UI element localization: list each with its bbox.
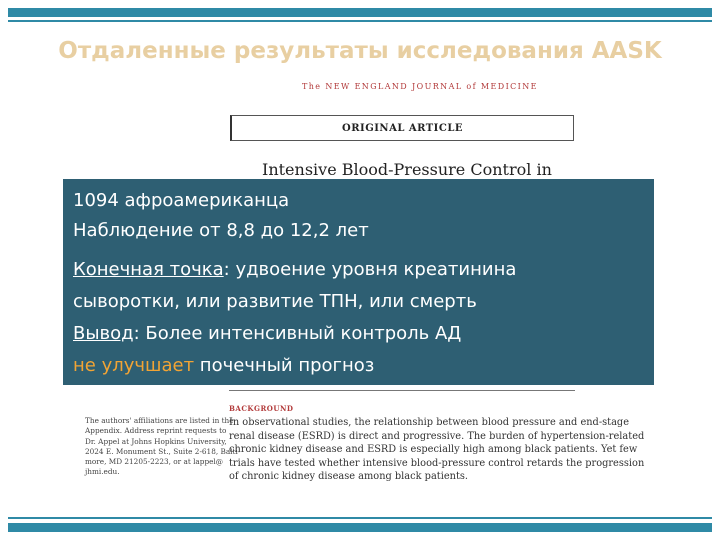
abstract-divider (229, 390, 575, 391)
conclusion-line (73, 323, 461, 344)
abstract-line: chronic kidney disease and ESRD is especially high among black patients. Yet few (229, 444, 638, 455)
conclusion-label: Вывод (73, 323, 134, 344)
top-accent-bar (8, 8, 712, 17)
affiliation-line: jhmi.edu. (85, 467, 120, 477)
endpoint-continuation: сыворотки, или развитие ТПН, или смерть (73, 291, 477, 312)
conclusion-continuation (73, 355, 374, 376)
summary-overlay (63, 179, 654, 385)
journal-masthead: The NEW ENGLAND JOURNAL of MEDICINE (302, 82, 538, 91)
abstract-line: trials have tested whether intensive blood-pressure control retards the progression (229, 457, 645, 469)
affiliation-line: more, MD 21205-2223, or at lappel@ (85, 457, 224, 467)
conclusion-tail: почечный прогноз (194, 355, 375, 376)
author-affiliations (85, 416, 241, 478)
affiliation-line: Dr. Appel at Johns Hopkins University, (85, 436, 227, 446)
bottom-accent-bar (8, 523, 712, 532)
article-type-label: ORIGINAL ARTICLE (342, 123, 463, 134)
affiliation-line: Appendix. Address reprint requests to (85, 426, 227, 436)
slide-title: Отдаленные результаты исследования AASK (58, 38, 662, 64)
participants-line: 1094 афроамериканца (73, 190, 290, 211)
top-accent-line (8, 20, 712, 22)
bottom-accent-line (8, 517, 712, 519)
abstract-line: renal disease (ESRD) is direct and progressive. The burden of hypertension-related (229, 430, 645, 442)
conclusion-text: : Более интенсивный контроль АД (133, 323, 462, 344)
article-title: Intensive Blood-Pressure Control in (262, 160, 552, 179)
article-type-box (230, 115, 574, 141)
endpoint-text: : удвоение уровня креатинина (223, 259, 517, 280)
abstract-line: of chronic kidney disease among black patients. (229, 471, 469, 482)
conclusion-highlight: не улучшает (73, 355, 195, 376)
followup-line: Наблюдение от 8,8 до 12,2 лет (73, 220, 369, 241)
abstract-line: In observational studies, the relationship between blood pressure and end-stage (229, 417, 630, 428)
endpoint-label: Конечная точка (73, 259, 224, 280)
affiliation-line: 2024 E. Monument St., Suite 2-618, Balti- (85, 446, 241, 456)
endpoint-line (73, 259, 516, 280)
background-heading: BACKGROUND (229, 404, 294, 413)
abstract-text (229, 416, 645, 484)
affiliation-line: The authors' affiliations are listed in the (85, 416, 234, 425)
